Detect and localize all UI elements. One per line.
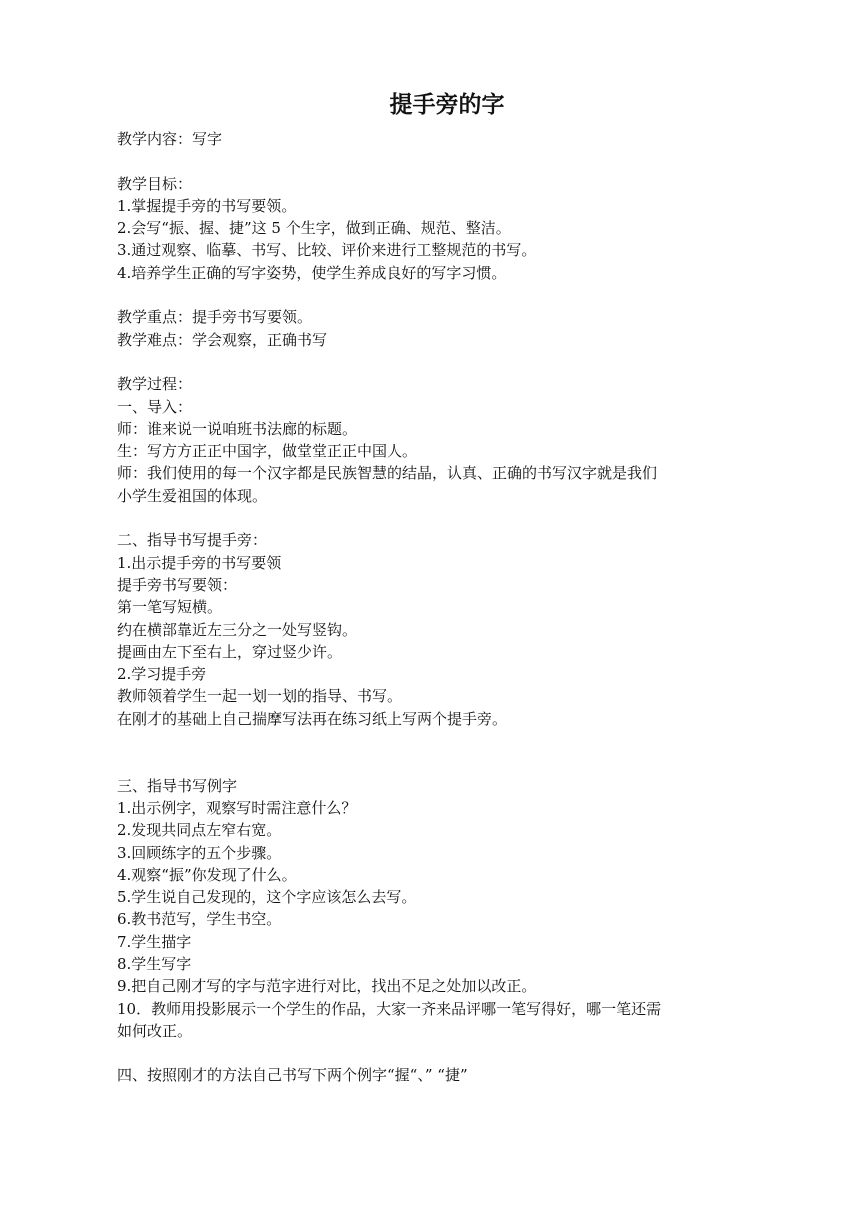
objective-item: 2.会写“振、握、捷”这 5 个生字，做到正确、规范、整洁。	[117, 219, 511, 238]
blank-line	[117, 730, 757, 775]
section3-line: 2.发现共同点左窄右宽。	[117, 821, 282, 840]
section3-line: 3.回顾练字的五个步骤。	[117, 843, 282, 862]
blank-line	[117, 284, 757, 306]
blank-line	[117, 351, 757, 373]
section3-line: 4.观察“振”你发现了什么。	[117, 865, 297, 884]
section-heading: 三、指导书写例字	[117, 776, 238, 795]
difficulty: 教学难点：学会观察，正确书写	[117, 330, 328, 349]
section3-line: 9.把自己刚才写的字与范字进行对比，找出不足之处加以改正。	[117, 977, 537, 996]
objective-item: 3.通过观察、临摹、书写、比较、评价来进行工整规范的书写。	[117, 241, 537, 260]
intro-paragraph-line: 师：我们使用的每一个汉字都是民族智慧的结晶，认真、正确的书写汉字就是我们	[117, 464, 658, 483]
section-heading: 一、导入：	[117, 397, 193, 416]
intro-paragraph-line: 小学生爱祖国的体现。	[117, 486, 268, 505]
section3-line: 8.学生写字	[117, 954, 192, 973]
section3-item10-line: 如何改正。	[117, 1021, 193, 1040]
blank-line	[117, 1042, 757, 1064]
objective-item: 1.掌握提手旁的书写要领。	[117, 196, 297, 215]
section2-line: 1.出示提手旁的书写要领	[117, 553, 282, 572]
section3-line: 5.学生说自己发现的，这个字应该怎么去写。	[117, 888, 417, 907]
section-heading: 四、按照刚才的方法自己书写下两个例字“握“、” “捷”	[117, 1066, 468, 1085]
section2-line: 约在横部靠近左三分之一处写竖钩。	[117, 620, 358, 639]
document-title: 提手旁的字	[389, 92, 505, 118]
section2-line: 2.学习提手旁	[117, 665, 207, 684]
blank-line	[117, 507, 757, 529]
intro-line: 生：写方方正正中国字，做堂堂正正中国人。	[117, 442, 418, 461]
section3-line: 6.教书范写，学生书空。	[117, 910, 282, 929]
key-point: 教学重点：提手旁书写要领。	[117, 308, 313, 327]
document-page	[117, 88, 757, 1087]
objective-item: 4.培养学生正确的写字姿势，使学生养成良好的写字习惯。	[117, 263, 507, 282]
section3-line: 1.出示例字，观察写时需注意什么？	[117, 798, 357, 817]
section2-line: 第一笔写短横。	[117, 598, 223, 617]
section2-line: 教师领着学生一起一划一划的指导、书写。	[117, 687, 403, 706]
process-heading: 教学过程：	[117, 375, 193, 394]
section2-line: 提画由左下至右上，穿过竖少许。	[117, 642, 343, 661]
intro-line: 师：谁来说一说咱班书法廊的标题。	[117, 419, 358, 438]
objectives-heading: 教学目标：	[117, 174, 193, 193]
section-heading: 二、指导书写提手旁：	[117, 531, 268, 550]
teaching-content: 教学内容：写字	[117, 130, 223, 148]
blank-line	[117, 150, 757, 172]
section3-item10-line: 10．教师用投影展示一个学生的作品，大家一齐来品评哪一笔写得好，哪一笔还需	[117, 999, 662, 1018]
section3-line: 7.学生描字	[117, 932, 192, 951]
section2-line: 在刚才的基础上自己揣摩写法再在练习纸上写两个提手旁。	[117, 709, 508, 728]
section2-line: 提手旁书写要领：	[117, 575, 238, 594]
